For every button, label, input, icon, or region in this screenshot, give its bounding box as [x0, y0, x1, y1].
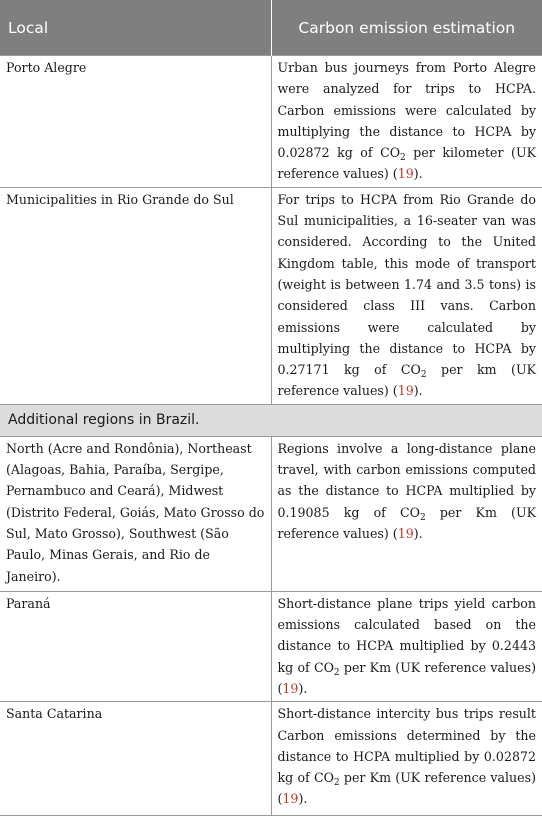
co2-subscript: 2: [400, 153, 406, 164]
reference-link[interactable]: 19: [397, 525, 414, 541]
reference-link[interactable]: 19: [397, 383, 414, 399]
estimation-cell: [271, 702, 542, 816]
header-carbon-emission: Carbon emission estimation: [271, 0, 542, 56]
table-row: [0, 591, 542, 701]
header-row: [0, 0, 542, 56]
header-local: Local: [0, 0, 271, 56]
estimation-cell: [271, 187, 542, 404]
estimation-text: For trips to HCPA from Rio Grande do Sul municipalities, a 16-seater van was considered. According to the United Kingdom table, this mode of transport (weight is between 1.74 and 3.5 tons) is considered class III vans. Carbon emissions were calculated by multiplying the distance to HCPA by 0.27171 kg of CO: [277, 191, 536, 378]
estimation-text-end: ).: [413, 525, 423, 541]
local-cell: Paraná: [0, 591, 271, 701]
estimation-text-end: ).: [413, 383, 423, 399]
estimation-cell: [271, 591, 542, 701]
co2-subscript: 2: [419, 512, 426, 523]
table-row: [0, 56, 542, 188]
local-cell: Santa Catarina: [0, 702, 271, 816]
estimation-text-cont: per kilometer (UK reference values) (: [277, 145, 536, 182]
co2-subscript: 2: [420, 370, 427, 381]
estimation-text-cont: per Km (UK reference values) (: [277, 659, 536, 696]
reference-link[interactable]: 19: [282, 791, 299, 807]
table-row: [0, 187, 542, 404]
estimation-text: Short-distance intercity bus trips result Carbon emissions determined by the distance to HCPA multiplied by 0.02872 kg of CO: [277, 706, 536, 786]
estimation-text-end: ).: [413, 166, 423, 182]
estimation-text-end: ).: [298, 791, 308, 807]
local-cell: Porto Alegre: [0, 56, 271, 188]
table-row: [0, 436, 542, 591]
estimation-text-cont: per Km (UK reference values) (: [277, 504, 536, 541]
estimation-cell: [271, 436, 542, 591]
co2-subscript: 2: [333, 667, 340, 678]
section-title: Additional regions in Brazil.: [0, 404, 542, 436]
estimation-text: Short-distance plane trips yield carbon emissions calculated based on the distance to HCPA multiplied by 0.2443 kg of CO: [277, 595, 536, 675]
local-cell: North (Acre and Rondônia), Northeast (Alagoas, Bahia, Paraíba, Sergipe, Pernambuco and Ceará), Midwest (Distrito Federal, Goiás, Mato Grosso do Sul, Mato Grosso), Southwest (São Paulo, Minas Gerais, and Rio de Janeiro).: [0, 436, 271, 591]
estimation-text-end: ).: [298, 680, 308, 696]
co2-subscript: 2: [333, 778, 340, 789]
reference-link[interactable]: 19: [397, 166, 414, 182]
estimation-cell: [271, 56, 542, 188]
reference-link[interactable]: 19: [282, 680, 299, 696]
estimation-text: Regions involve a long-distance plane travel, with carbon emissions computed as the distance to HCPA multiplied by 0.19085 kg of CO: [277, 440, 536, 520]
table-row: [0, 702, 542, 816]
local-cell: Municipalities in Rio Grande do Sul: [0, 187, 271, 404]
section-row: [0, 404, 542, 436]
estimation-text-cont: per km (UK reference values) (: [277, 362, 536, 399]
estimation-text-cont: per Km (UK reference values) (: [277, 770, 536, 807]
estimation-text: Urban bus journeys from Porto Alegre were analyzed for trips to HCPA. Carbon emissions were calculated by multiplying the distance to HCPA by 0.02872 kg of CO: [277, 60, 536, 161]
